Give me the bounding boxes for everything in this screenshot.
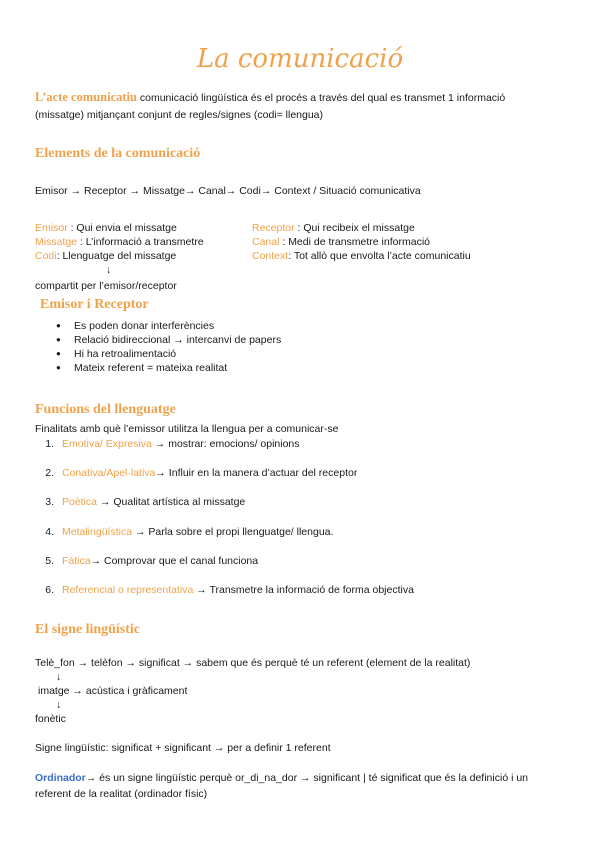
list-item: ● Mateix referent = mateixa realitat: [74, 362, 227, 374]
intro-line-1: [35, 90, 505, 105]
down-arrow-icon: ↓: [56, 699, 62, 711]
item-number: 5.: [45, 555, 54, 567]
element-desc: : L’informació a transmetre: [77, 236, 204, 248]
elements-chain: Emisor → Receptor → Missatge→ Canal→ Codi→ Context / Situació comunicativa: [35, 185, 421, 197]
item-number: 2.: [45, 467, 54, 479]
list-item: ● Hi ha retroalimentació: [74, 348, 176, 360]
element-canal: [252, 236, 430, 248]
funcions-intro: Finalitats amb què l’emissor utilitza la llengua per a comunicar-se: [35, 423, 339, 435]
list-item: [36, 496, 245, 508]
element-term: Receptor: [252, 222, 295, 234]
function-name: Conativa/Apel·lativa: [62, 467, 156, 479]
list-item: [36, 467, 357, 479]
ordinador-text: → és un signe lingüístic perquè or_di_na_dor → significant | té significat que és la definició i un: [85, 772, 529, 784]
element-term: Codi: [35, 250, 57, 262]
page-title: La comunicació: [196, 44, 404, 74]
down-arrow-icon: ↓: [56, 671, 62, 683]
element-missatge: [35, 236, 204, 248]
ordinador-term: Ordinador: [35, 772, 86, 784]
function-name: Poètica: [62, 496, 98, 508]
elements-heading: Elements de la comunicació: [35, 146, 201, 161]
intro-text-1: comunicació lingüística és el procés a través del qual es transmet 1 informació: [136, 92, 506, 104]
emisor-receptor-heading: Emisor i Receptor: [40, 297, 149, 312]
signe-line-1: Telè_fon → telèfon → significat → sabem que és perquè té un referent (element de la realitat): [35, 657, 471, 669]
list-item: [36, 555, 258, 567]
element-desc: : Qui envia el missatge: [67, 222, 177, 234]
signe-line-3: fonètic: [35, 713, 66, 725]
element-codi: [35, 250, 176, 262]
intro-lead: L’acte comunicatiu: [35, 90, 137, 104]
signe-definition: Signe lingüístic: significat + significant → per a definir 1 referent: [35, 742, 331, 754]
function-name: Referencial o representativa: [62, 584, 194, 596]
list-item: ● Relació bidireccional → intercanvi de papers: [74, 334, 281, 346]
function-name: Fàtica: [62, 555, 91, 567]
element-desc: : Tot allò que envolta l’acte comunicatiu: [288, 250, 471, 262]
item-number: 3.: [45, 496, 54, 508]
function-desc: → Transmetre la informació de forma objectiva: [193, 584, 414, 596]
element-desc: : Qui recibeix el missatge: [294, 222, 415, 234]
signe-line-2: imatge → acústica i gràficament: [38, 685, 188, 697]
down-arrow-icon: ↓: [106, 264, 112, 276]
item-number: 1.: [45, 438, 54, 450]
element-term: Missatge: [35, 236, 78, 248]
signe-heading: El signe lingüístic: [35, 622, 141, 637]
element-context: [252, 250, 471, 262]
list-item: [36, 438, 300, 450]
shared-code-note: compartit per l’emisor/receptor: [35, 280, 177, 292]
ordinador-line-1: [35, 772, 528, 784]
list-item: ● Es poden donar interferències: [74, 320, 214, 332]
funcions-heading: Funcions del llenguatge: [35, 402, 176, 417]
element-term: Emisor: [35, 222, 68, 234]
function-desc: → Influir en la manera d’actuar del receptor: [155, 467, 358, 479]
intro-text-2: (missatge) mitjançant conjunt de regles/signes (codi= llengua): [35, 109, 324, 121]
item-number: 4.: [45, 526, 54, 538]
function-desc: → Parla sobre el propi llenguatge/ llengua.: [132, 526, 334, 538]
function-name: Metalingüística: [62, 526, 133, 538]
element-term: Context: [252, 250, 289, 262]
function-desc: → Comprovar que el canal funciona: [90, 555, 259, 567]
element-desc: : Llenguatge del missatge: [56, 250, 177, 262]
element-receptor: [252, 222, 415, 234]
list-item: [36, 584, 414, 596]
element-emisor: [35, 222, 177, 234]
ordinador-line-2: referent de la realitat (ordinador físic): [35, 788, 208, 800]
function-desc: → Qualitat artística al missatge: [97, 496, 246, 508]
element-term: Canal: [252, 236, 280, 248]
list-item: [36, 526, 333, 538]
function-desc: → mostrar: emocions/ opinions: [151, 438, 300, 450]
item-number: 6.: [45, 584, 54, 596]
function-name: Emotiva/ Expresiva: [62, 438, 152, 450]
element-desc: : Medi de transmetre informació: [279, 236, 430, 248]
